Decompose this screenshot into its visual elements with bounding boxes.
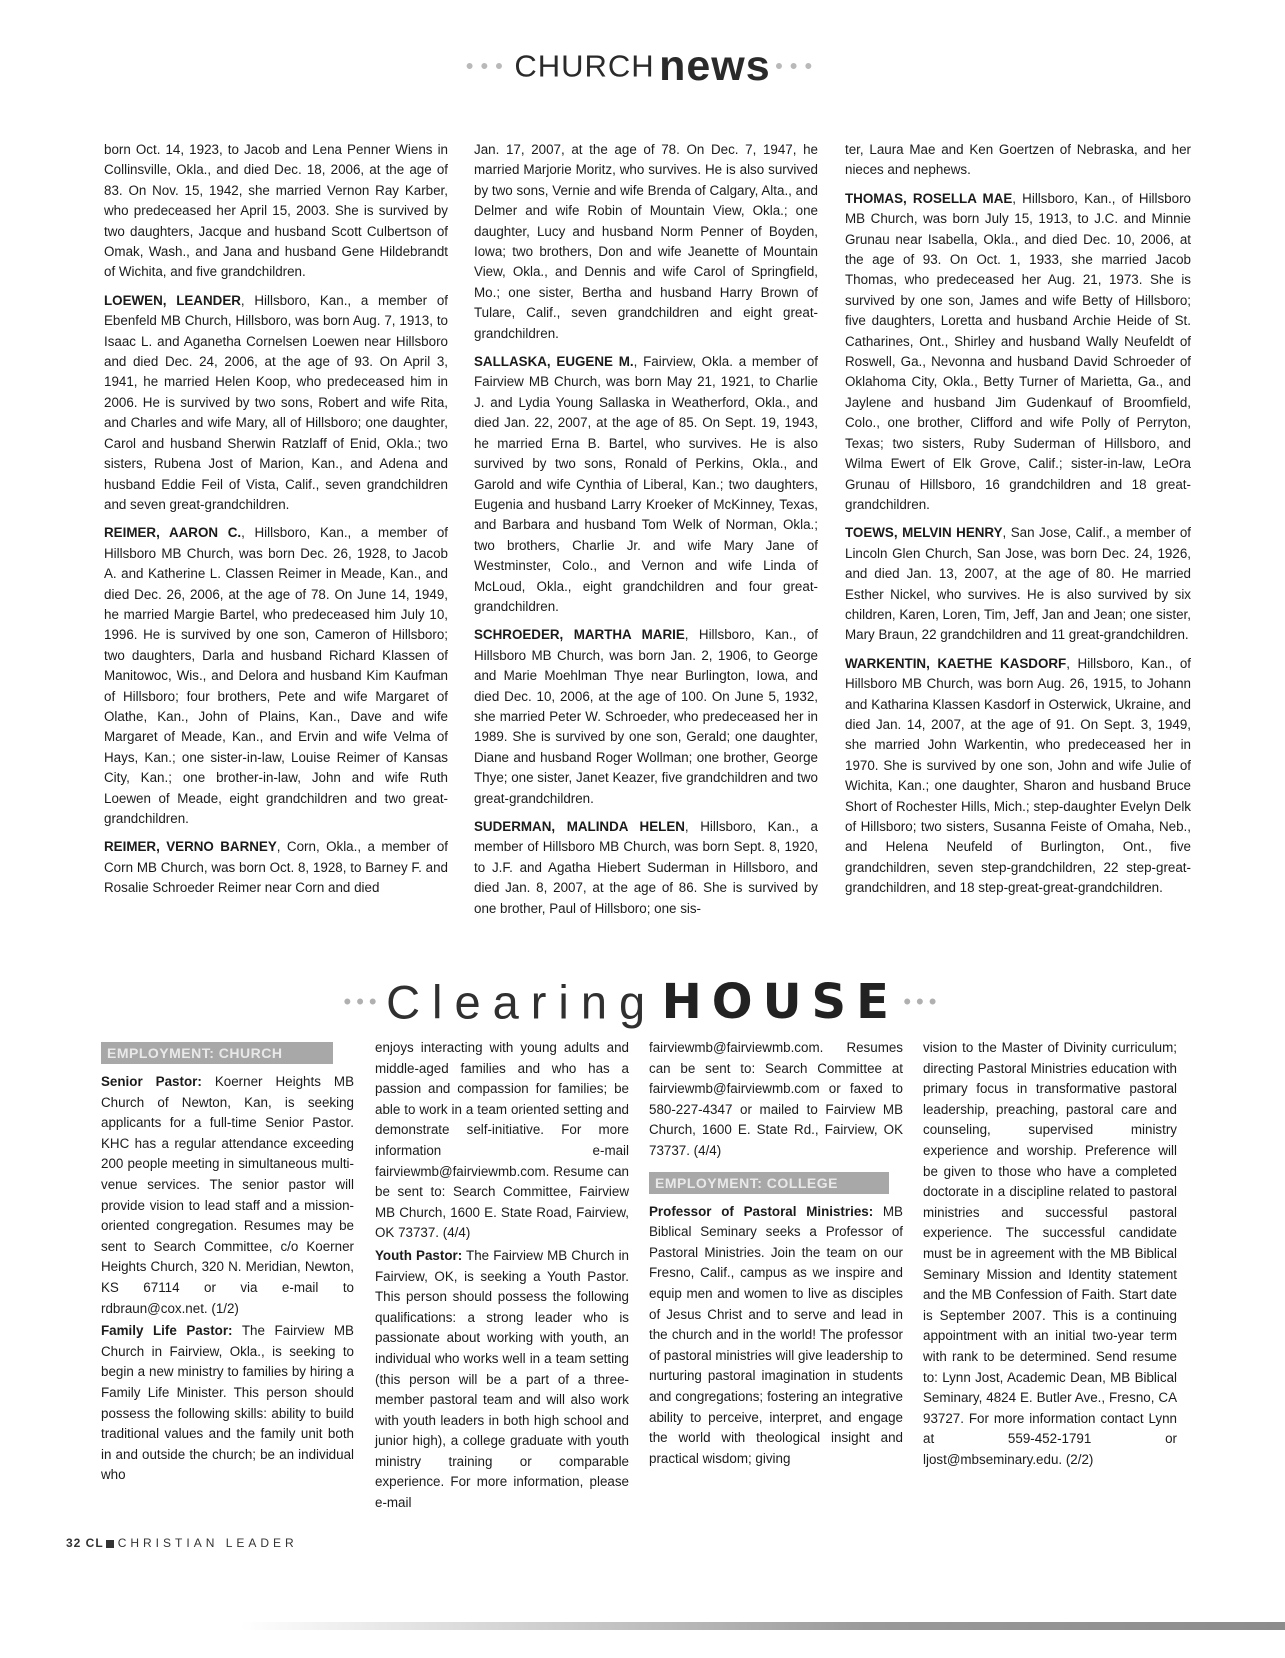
obituary-name: THOMAS, ROSELLA MAE bbox=[845, 190, 1013, 206]
masthead-dots-right: ••• bbox=[775, 53, 820, 79]
classified-ad: vision to the Master of Divinity curriculum; directing Pastoral Ministries education with primary focus in transformative pastoral leadership, preaching, pastoral care and counseling, supervised ministry experience and worship. Preference will be given to those who have a completed doctorate in a discipline related to pastoral ministries and successful pastoral experience. The successful candidate must be in agreement with the MB Biblical Seminary Mission and Identity statement and the MB Confession of Faith. Start date is September 2007. This is a continuing appointment with an initial two-year term with rank to be determined. Send resume to: Lynn Jost, Academic Dean, MB Biblical Seminary, 4824 E. Butler Ave., Fresno, CA 93727. For more information contact Lynn at 559-452-1791 or ljost@mbseminary.edu. (2/2) bbox=[923, 1040, 1177, 1467]
masthead-dots-left: ••• bbox=[465, 53, 510, 79]
bottom-rule bbox=[240, 1622, 1285, 1630]
obituary-entry: SCHROEDER, MARTHA MARIE, Hillsboro, Kan., of Hillsboro MB Church, was born Jan. 2, 1906, to George and Marie Moehlman Thye near Burlington, Iowa, and died Dec. 10, 2006, at the age of 100. On June 5, 1932, she married Peter W. Schroeder, who predeceased her in 1989. She is survived by one son, Gerald; one daughter, Diane and husband Roger Wollman; one brother, George Thye; one sister, Janet Keazer, five grandchildren and two great-grandchildren. bbox=[474, 627, 818, 806]
magazine-name: CHRISTIAN LEADER bbox=[117, 1536, 298, 1550]
obituary-column-2 bbox=[474, 140, 818, 927]
ad-role: Senior Pastor: bbox=[101, 1074, 202, 1089]
obituary-entry: SALLASKA, EUGENE M., Fairview, Okla. a member of Fairview MB Church, was born May 21, 1921, to Charlie J. and Lydia Young Sallaska in Weatherford, Okla., and died Jan. 22, 2007, at the age of 85. On Sept. 19, 1943, he married Erna B. Bartel, who survives. He is also survived by two sons, Ronald of Perkins, Okla., and Garold and wife Cynthia of Liberal, Kan.; two daughters, Eugenia and husband Larry Kroeker of McKinney, Texas, and Barbara and husband Tom Welk of Norman, Okla.; two brothers, Charlie Jr. and wife Mary Jane of Westminster, Colo., and Vernon and wife Linda of McLoud, Okla., eight grandchildren and four great-grandchildren. bbox=[474, 354, 818, 614]
masthead-news: news bbox=[659, 42, 771, 90]
classified-ad: Professor of Pastoral Ministries: MB Biblical Seminary seeks a Professor of Pastoral Ministries. Join the team on our Fresno, Calif., campus as we inspire and equip men and women to live as disciples of Jesus Christ and to serve and lead in the church and in the world! The professor of pastoral ministries will give leadership to nurturing pastoral imagination in students and congregations; fostering an integrative ability to perceive, interpret, and engage the world with theological insight and practical wisdom; giving bbox=[649, 1203, 903, 1466]
obituary-name: REIMER, AARON C. bbox=[104, 525, 242, 541]
obituary-name: SALLASKA, EUGENE M. bbox=[474, 354, 634, 370]
obituary-entry: THOMAS, ROSELLA MAE, Hillsboro, Kan., of Hillsboro MB Church, was born July 15, 1913, to J.C. and Minnie Grunau near Isabella, Okla., and died Dec. 10, 2006, at the age of 93. On Oct. 1, 1933, she married Jacob Thomas, who predeceased her Aug. 21, 1973. She is survived by one son, James and wife Betty of Hillsboro; five daughters, Loretta and husband Archie Heide of St. Catharines, Ont., Shirley and husband Wally Neufeldt of Roswell, Ga., Nevonna and husband David Schroeder of Oklahoma City, Okla., Betty Turner of Marietta, Ga., and Jaylene and husband Jim Gudenkauf of Broomfield, Colo., one brother, Clifford and wife Polly of Perryton, Texas; two sisters, Ruby Suderman of Hillsboro, and Wilma Ewert of Elk Grove, Calif.; sister-in-law, LeOra Grunau of Hillsboro, 16 grandchildren and 18 great-grandchildren. bbox=[845, 190, 1191, 512]
obituary-entry: born Oct. 14, 1923, to Jacob and Lena Penner Wiens in Collinsville, Okla., and died Dec. 18, 2006, at the age of 83. On Nov. 15, 1942, she married Vernon Ray Karber, who predeceased her April 15, 2003. She is survived by two daughters, Jacque and husband Scott Culbertson of Omak, Wash., and Jana and husband Gene Hildebrandt of Wichita, and five grandchildren. bbox=[104, 142, 448, 280]
classified-ad: fairviewmb@fairviewmb.com. Resumes can be sent to: Search Committee at fairviewmb@fairviewmb.com or faxed to 580-227-4347 or mailed to Fairview MB Church, 1600 E. State Rd., Fairview, OK 73737. (4/4) bbox=[649, 1040, 903, 1158]
obituary-entry: TOEWS, MELVIN HENRY, San Jose, Calif., a member of Lincoln Glen Church, San Jose, was born Dec. 24, 1926, and died Jan. 13, 2007, at the age of 80. He married Esther Nickel, who survives. He is also survived by six children, Karen, Loren, Tim, Jeff, Jan and Jean; one sister, Mary Braun, 22 grandchildren and 11 great-grandchildren. bbox=[845, 525, 1191, 643]
clearinghouse-title-bold: HOUSE bbox=[661, 974, 899, 1030]
obituary-column-1 bbox=[104, 140, 448, 907]
obituary-entry: SUDERMAN, MALINDA HELEN, Hillsboro, Kan., a member of Hillsboro MB Church, was born Sept. 8, 1920, to J.F. and Agatha Hiebert Suderman in Hillsboro, and died Jan. 8, 2007, at the age of 86. She is survived by one brother, Paul of Hillsboro; one sis- bbox=[474, 819, 818, 916]
obituary-name: REIMER, VERNO BARNEY bbox=[104, 839, 277, 855]
page-footer bbox=[66, 1536, 298, 1550]
obituary-entry: Jan. 17, 2007, at the age of 78. On Dec. 7, 1947, he married Marjorie Moritz, who survives. He is also survived by two sons, Vernie and wife Brenda of Calgary, Alta., and Delmer and wife Robin of Mountain View, Okla.; one daughter, Lucy and husband Norm Penner of Boyden, Iowa; two brothers, Don and wife Jeanette of Mountain View, Okla., and Dennis and wife Carol of Springfield, Mo.; one sister, Bertha and husband Harry Brown of Tulare, Calif., seven grandchildren and eight great-grandchildren. bbox=[474, 142, 818, 341]
obituary-name: WARKENTIN, KAETHE KASDORF bbox=[845, 655, 1067, 671]
square-bullet-icon bbox=[106, 1540, 114, 1548]
masthead-church: CHURCH bbox=[514, 48, 655, 84]
title-dots-left: ••• bbox=[343, 989, 382, 1014]
title-dots-right: ••• bbox=[903, 989, 942, 1014]
classified-column-3 bbox=[649, 1038, 903, 1471]
classified-column-2 bbox=[375, 1038, 629, 1516]
classified-column-4 bbox=[923, 1038, 1177, 1472]
obituary-entry: ter, Laura Mae and Ken Goertzen of Nebraska, and her nieces and nephews. bbox=[845, 142, 1191, 178]
clearinghouse-title bbox=[0, 974, 1285, 1030]
obituary-entry: REIMER, AARON C., Hillsboro, Kan., a member of Hillsboro MB Church, was born Dec. 26, 1928, to Jacob A. and Katherine L. Classen Reimer in Meade, Kan., and died Dec. 26, 2006, at the age of 78. On June 14, 1949, he married Margie Bartel, who predeceased him July 10, 1996. He is survived by one son, Cameron of Hillsboro; two daughters, Darla and husband Richard Klassen of Manitowoc, Wis., and Delora and husband Kim Kaufman of Hillsboro; four brothers, Pete and wife Margaret of Olathe, Kan., John of Plains, Kan., Dave and wife Margaret of Meade, Kan., and Ervin and wife Velma of Hays, Kan.; one sister-in-law, Louise Reimer of Kansas City, Kan.; one brother-in-law, John and wife Ruth Loewen of Meade, eight grandchildren and two great-grandchildren. bbox=[104, 525, 448, 826]
classified-column-1 bbox=[101, 1042, 354, 1488]
obituary-name: SUDERMAN, MALINDA HELEN bbox=[474, 819, 685, 834]
obituary-name: SCHROEDER, MARTHA MARIE bbox=[474, 627, 685, 643]
obituary-column-3 bbox=[845, 140, 1191, 907]
clearinghouse-title-light: Clearing bbox=[386, 975, 658, 1029]
obituary-entry: REIMER, VERNO BARNEY, Corn, Okla., a member of Corn MB Church, was born Oct. 8, 1928, to Barney F. and Rosalie Schroeder Reimer near Corn and died bbox=[104, 839, 449, 896]
classified-ad: Family Life Pastor: The Fairview MB Church in Fairview, Okla., is seeking to begin a new ministry to families by hiring a Family Life Minister. This person should possess the following skills: ability to build traditional values and the family unit both in and outside the church; be an individual who bbox=[101, 1323, 354, 1483]
obituary-entry: LOEWEN, LEANDER, Hillsboro, Kan., a member of Ebenfeld MB Church, Hillsboro, was born Aug. 7, 1913, to Isaac L. and Aganetha Cornelsen Loewen near Hillsboro and died Dec. 24, 2006, at the age of 93. On April 3, 1941, he married Helen Koop, who predeceased him in 2006. He is survived by two sons, Robert and wife Rita, and Charles and wife Mary, all of Hillsboro; one daughter, Carol and husband Sherwin Ratzlaff of Enid, Okla.; two sisters, Rubena Jost of Marion, Kan., and Adena and husband Eddie Feil of Vista, Calif., seven grandchildren and seven great-grandchildren. bbox=[104, 292, 448, 512]
obituary-name: TOEWS, MELVIN HENRY bbox=[845, 525, 1003, 541]
section-header-employment-college: EMPLOYMENT: COLLEGE bbox=[649, 1172, 889, 1194]
classified-ad: Senior Pastor: Koerner Heights MB Church of Newton, Kan, is seeking applicants for a full-time Senior Pastor. KHC has a regular attendance exceeding 200 people meeting in simultaneous multi-venue services. The senior pastor will provide vision to lead staff and a mission-oriented congregation. Resumes may be sent to Search Committee, c/o Koerner Heights Church, 320 N. Meridian, Newton, KS 67114 or via e-mail to rdbraun@cox.net. (1/2) bbox=[101, 1074, 354, 1316]
section-header-employment-church: EMPLOYMENT: CHURCH bbox=[101, 1042, 333, 1064]
ad-role: Youth Pastor: bbox=[375, 1247, 463, 1263]
classified-ad: Youth Pastor: The Fairview MB Church in Fairview, OK, is seeking a Youth Pastor. This person should possess the following qualifications: a strong leader who is passionate about working with youth, an individual who works well in a team setting (this person will be a part of a three-member pastoral team and will also work with youth leaders in both high school and junior high), a college graduate with youth ministry training or comparable experience. For more information, please e-mail bbox=[375, 1247, 629, 1511]
obituary-name: LOEWEN, LEANDER bbox=[104, 292, 241, 308]
section-masthead bbox=[0, 42, 1285, 91]
obituary-entry: WARKENTIN, KAETHE KASDORF, Hillsboro, Kan., of Hillsboro MB Church, was born Aug. 26, 1915, to Johann and Katharina Klassen Kasdorf in Osterwick, Ukraine, and died Jan. 14, 2007, at the age of 91. On Sept. 3, 1949, she married John Warkentin, who predeceased her in 1970. She is survived by one son, John and wife Julie of Wichita, Kan.; one daughter, Sharon and husband Bruce Short of Rochester Hills, Mich.; step-daughter Evelyn Delk of Hillsboro; two sisters, Susanna Feiste of Omaha, Neb., and Helena Neufeld of Burlington, Ont., five grandchildren, seven step-grandchildren, 22 step-great-grandchildren, and 18 step-great-great-grandchildren. bbox=[845, 655, 1191, 896]
page-number: 32 CL bbox=[66, 1536, 104, 1550]
ad-role: Family Life Pastor: bbox=[101, 1323, 233, 1339]
ad-role: Professor of Pastoral Ministries: bbox=[649, 1203, 874, 1219]
classified-ad: enjoys interacting with young adults and middle-aged families and who has a passion and compassion for families; be able to work in a team oriented setting and demonstrate self-initiative. For more information e-mail fairviewmb@fairviewmb.com. Resume can be sent to: Search Committee, Fairview MB Church, 1600 E. State Road, Fairview, OK 73737. (4/4) bbox=[375, 1040, 629, 1241]
